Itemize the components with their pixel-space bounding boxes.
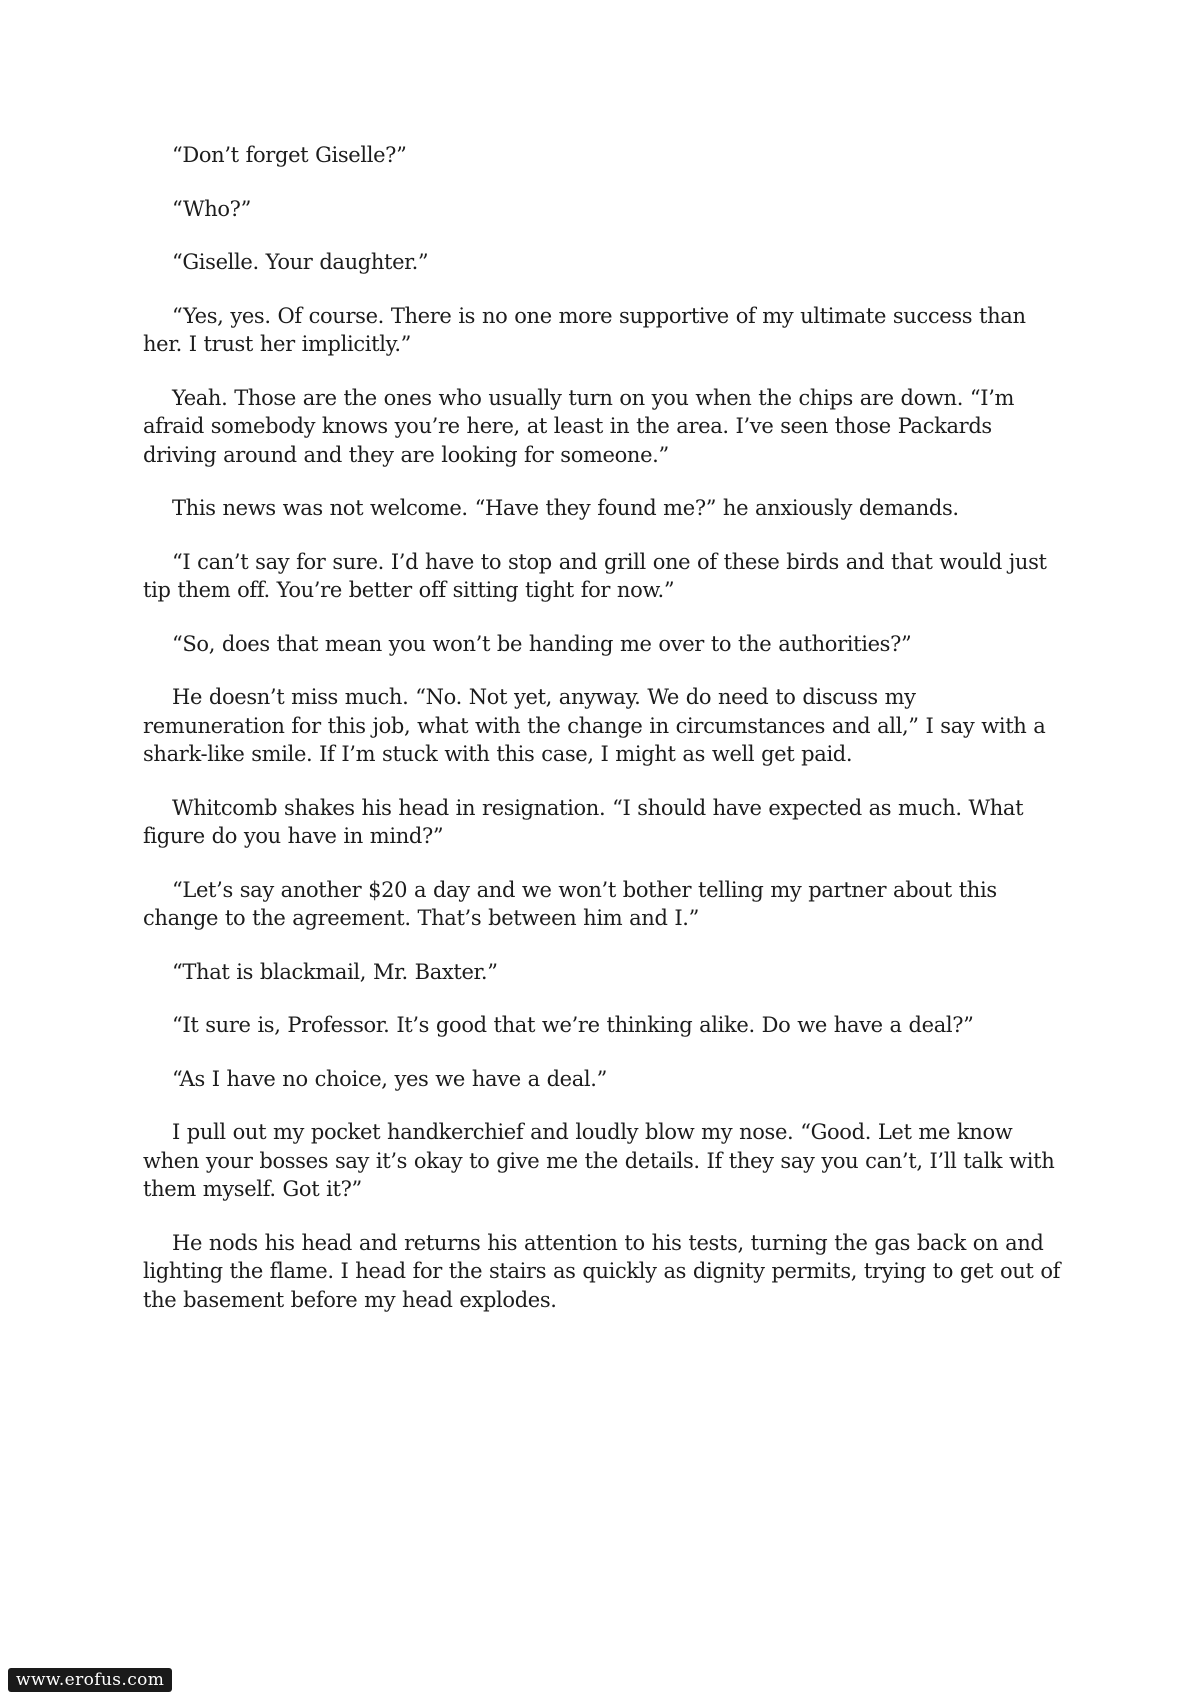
paragraph-8: “So, does that mean you won’t be handing me over to the authorities?” (172, 631, 912, 656)
paragraph-6: This news was not welcome. “Have they found me?” he anxiously demands. (172, 496, 959, 520)
paragraph-15: I pull out my pocket handkerchief and loudly blow my nose. “Good. Let me know when your bosses say it’s okay to give me the details. If they say you can’t, I’ll talk with them myself. Got it?” (143, 1120, 1055, 1201)
paragraph-1: “Don’t forget Giselle?” (172, 143, 407, 167)
paragraph-13: “It sure is, Professor. It’s good that we’re thinking alike. Do we have a deal?” (172, 1013, 974, 1037)
paragraph-5: Yeah. Those are the ones who usually turn on you when the chips are down. “I’m afraid somebody knows you’re here, at least in the area. I’ve seen those Packards driving around and they are looking for someone.” (143, 385, 1015, 467)
paragraph-10: Whitcomb shakes his head in resignation. “I should have expected as much. What figure do you have in mind?” (143, 795, 1024, 848)
watermark-text: www.erofus.com (16, 1670, 165, 1690)
paragraph-3: “Giselle. Your daughter.” (172, 250, 429, 274)
paragraph-7: “I can’t say for sure. I’d have to stop and grill one of these birds and that would just tip them off. You’re better off sitting tight for now.” (143, 549, 1047, 602)
paragraph-2: “Who?” (172, 196, 251, 221)
paragraph-12: “That is blackmail, Mr. Baxter.” (172, 959, 498, 984)
watermark-badge (8, 1668, 172, 1692)
paragraph-14: “As I have no choice, yes we have a deal.” (172, 1066, 608, 1091)
body-text (143, 141, 1063, 1339)
paragraph-4: “Yes, yes. Of course. There is no one more supportive of my ultimate success than her. I trust her implicitly.” (143, 303, 1026, 356)
paragraph-16: He nods his head and returns his attention to his tests, turning the gas back on and lighting the flame. I head for the stairs as quickly as dignity permits, trying to get out of the basement before my head explodes. (143, 1230, 1061, 1312)
paragraph-11: “Let’s say another $20 a day and we won’t bother telling my partner about this change to the agreement. That’s between him and I.” (143, 877, 997, 930)
paragraph-9: He doesn’t miss much. “No. Not yet, anyway. We do need to discuss my remuneration for this job, what with the change in circumstances and all,” I say with a shark-like smile. If I’m stuck with this case, I might as well get paid. (143, 685, 1046, 766)
